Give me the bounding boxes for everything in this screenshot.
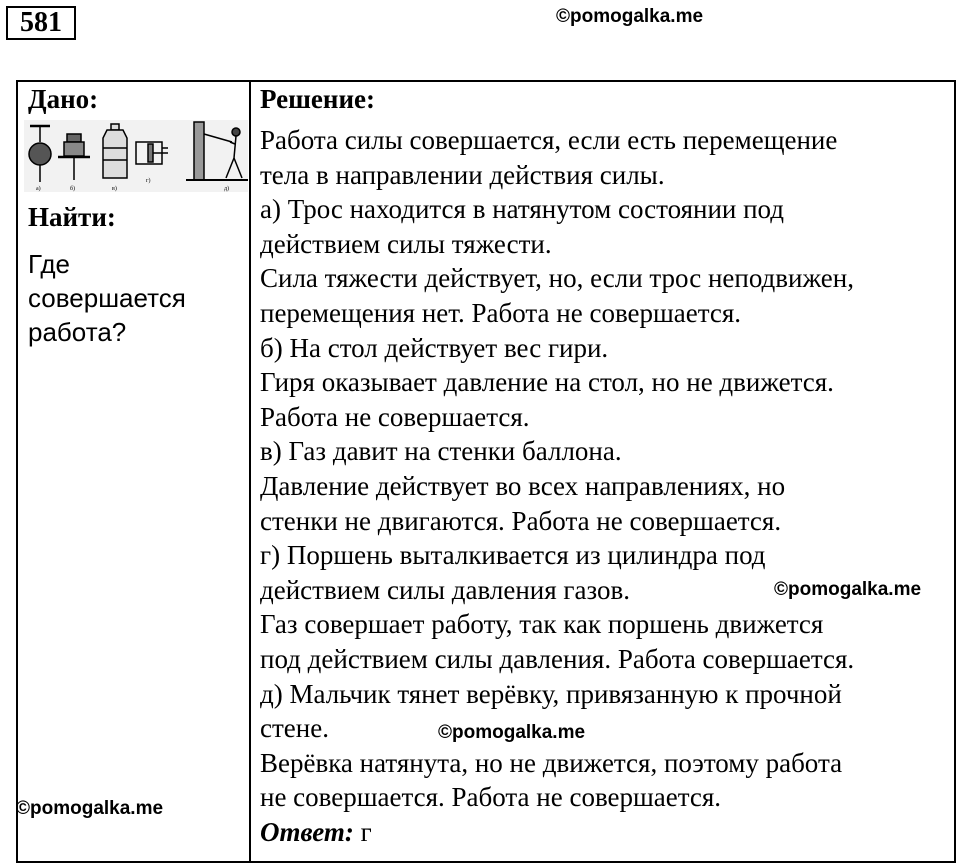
solution-line: стене.	[260, 713, 329, 744]
solution-line: Работа силы совершается, если есть перемещение	[260, 125, 838, 155]
find-heading: Найти:	[28, 202, 116, 232]
solution-line: перемещения нет. Работа не совершается.	[260, 297, 742, 328]
solution-line: Давление действует во всех направлениях, но	[260, 470, 786, 501]
solution-line: действием силы тяжести.	[260, 228, 552, 259]
figure-label-a: а)	[36, 186, 41, 192]
solution-line: тела в направлении действия силы.	[260, 159, 665, 190]
figure-c-balloon	[103, 124, 127, 178]
solution-line: в) Газ давит на стенки баллона.	[260, 436, 622, 467]
watermark-left: ©pomogalka.me	[16, 798, 164, 819]
answer-line	[260, 815, 950, 850]
solution-line: а) Трос находится в натянутом состоянии под	[260, 194, 784, 225]
figure-label-c: в)	[112, 186, 117, 192]
answer-value: г	[353, 816, 372, 847]
figure-label-b: б)	[70, 186, 76, 192]
figure-label-d: г)	[146, 178, 151, 184]
given-heading: Дано:	[28, 84, 99, 114]
question-line: совершается	[28, 283, 186, 313]
answer-label: Ответ:	[260, 816, 354, 847]
watermark-right: ©pomogalka.me	[774, 579, 922, 600]
column-divider	[249, 80, 251, 863]
solution-heading: Решение:	[260, 84, 375, 114]
solution-line: стенки не двигаются. Работа не совершается.	[260, 505, 782, 536]
solution-line: не совершается. Работа не совершается.	[260, 782, 722, 813]
solution-line: г) Поршень выталкивается из цилиндра под	[260, 540, 766, 571]
solution-line: Гиря оказывает давление на стол, но не движется.	[260, 367, 834, 398]
watermark-top: ©pomogalka.me	[556, 6, 704, 27]
solution-line: д) Мальчик тянет верёвку, привязанную к прочной	[260, 678, 842, 709]
solution-line: под действием силы давления. Работа совершается.	[260, 643, 855, 674]
solution-line: Верёвка натянута, но не движется, поэтому работа	[260, 747, 843, 778]
question-line: Где	[28, 249, 70, 279]
solution-line: б) На стол действует вес гири.	[260, 332, 609, 363]
problem-number: 581	[6, 6, 76, 40]
solution-line: действием силы давления газов.	[260, 574, 630, 605]
problem-figure	[24, 120, 248, 192]
figure-label-e: д)	[224, 186, 230, 192]
solution-line: Сила тяжести действует, но, если трос неподвижен,	[260, 263, 854, 294]
solution-line: Работа не совершается.	[260, 401, 530, 432]
solution-line: Газ совершает работу, так как поршень движется	[260, 609, 824, 640]
watermark-middle: ©pomogalka.me	[438, 722, 586, 743]
solution-text	[260, 123, 950, 849]
question-text	[28, 247, 238, 349]
question-line: работа?	[28, 317, 127, 347]
